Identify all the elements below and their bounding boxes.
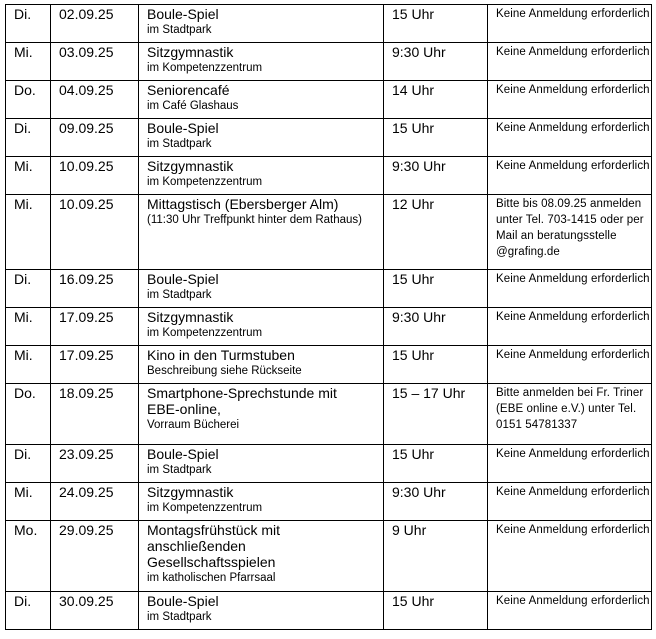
time-cell: 15 Uhr bbox=[384, 592, 488, 630]
event-title: Boule-Spiel bbox=[147, 271, 219, 287]
time-cell: 9 Uhr bbox=[384, 521, 488, 592]
time-cell: 14 Uhr bbox=[384, 81, 488, 119]
date-cell: 16.09.25 bbox=[51, 270, 139, 308]
event-title: Boule-Spiel bbox=[147, 120, 219, 136]
event-cell bbox=[139, 195, 384, 270]
event-schedule-table bbox=[5, 4, 652, 630]
event-cell bbox=[139, 5, 384, 43]
date-cell: 29.09.25 bbox=[51, 521, 139, 592]
event-title: Montagsfrühstück mit anschließenden Gesellschaftsspielen bbox=[147, 522, 281, 570]
event-title: Mittagstisch (Ebersberger Alm) bbox=[147, 196, 339, 212]
event-title: Sitzgymnastik bbox=[147, 309, 234, 325]
event-cell bbox=[139, 157, 384, 195]
date-cell: 10.09.25 bbox=[51, 157, 139, 195]
time-cell: 12 Uhr bbox=[384, 195, 488, 270]
event-title: Seniorencafé bbox=[147, 82, 230, 98]
event-location: im Stadtpark bbox=[147, 464, 212, 476]
registration-cell: Keine Anmeldung erforderlich bbox=[488, 445, 652, 483]
registration-cell: Keine Anmeldung erforderlich bbox=[488, 119, 652, 157]
registration-cell: Bitte bis 08.09.25 anmelden unter Tel. 703-1415 oder per Mail an beratungsstelle @grafing.de bbox=[488, 195, 652, 270]
table-row bbox=[6, 483, 652, 521]
event-location: im Stadtpark bbox=[147, 611, 212, 623]
weekday-cell: Do. bbox=[6, 384, 51, 445]
date-cell: 17.09.25 bbox=[51, 308, 139, 346]
event-location: (11:30 Uhr Treffpunkt hinter dem Rathaus) bbox=[147, 214, 362, 226]
event-cell bbox=[139, 43, 384, 81]
event-cell bbox=[139, 592, 384, 630]
event-cell bbox=[139, 483, 384, 521]
event-location: im Kompetenzzentrum bbox=[147, 502, 263, 514]
time-cell: 9:30 Uhr bbox=[384, 157, 488, 195]
event-location: im Café Glashaus bbox=[147, 100, 239, 112]
schedule-body bbox=[6, 5, 652, 630]
time-cell: 9:30 Uhr bbox=[384, 43, 488, 81]
event-title: Boule-Spiel bbox=[147, 593, 219, 609]
weekday-cell: Mi. bbox=[6, 43, 51, 81]
weekday-cell: Di. bbox=[6, 445, 51, 483]
weekday-cell: Do. bbox=[6, 81, 51, 119]
table-row bbox=[6, 445, 652, 483]
table-row bbox=[6, 43, 652, 81]
event-title: Boule-Spiel bbox=[147, 6, 219, 22]
weekday-cell: Mi. bbox=[6, 483, 51, 521]
event-title: Kino in den Turmstuben bbox=[147, 347, 295, 363]
date-cell: 02.09.25 bbox=[51, 5, 139, 43]
registration-cell: Keine Anmeldung erforderlich bbox=[488, 308, 652, 346]
event-location: im Kompetenzzentrum bbox=[147, 176, 263, 188]
table-row bbox=[6, 592, 652, 630]
event-location: im Kompetenzzentrum bbox=[147, 327, 263, 339]
event-title: Smartphone-Sprechstunde mit EBE-online, bbox=[147, 385, 337, 417]
weekday-cell: Di. bbox=[6, 270, 51, 308]
table-row bbox=[6, 308, 652, 346]
event-location: im Stadtpark bbox=[147, 138, 212, 150]
time-cell: 15 Uhr bbox=[384, 5, 488, 43]
weekday-cell: Mi. bbox=[6, 195, 51, 270]
event-cell bbox=[139, 119, 384, 157]
event-location: im katholischen Pfarrsaal bbox=[147, 572, 276, 584]
date-cell: 24.09.25 bbox=[51, 483, 139, 521]
registration-cell: Keine Anmeldung erforderlich bbox=[488, 43, 652, 81]
table-row bbox=[6, 157, 652, 195]
time-cell: 9:30 Uhr bbox=[384, 308, 488, 346]
event-cell bbox=[139, 270, 384, 308]
date-cell: 30.09.25 bbox=[51, 592, 139, 630]
weekday-cell: Mi. bbox=[6, 308, 51, 346]
date-cell: 17.09.25 bbox=[51, 346, 139, 384]
table-row bbox=[6, 270, 652, 308]
date-cell: 03.09.25 bbox=[51, 43, 139, 81]
registration-cell: Keine Anmeldung erforderlich bbox=[488, 483, 652, 521]
table-row bbox=[6, 521, 652, 592]
date-cell: 23.09.25 bbox=[51, 445, 139, 483]
time-cell: 9:30 Uhr bbox=[384, 483, 488, 521]
registration-cell: Keine Anmeldung erforderlich bbox=[488, 346, 652, 384]
weekday-cell: Mi. bbox=[6, 157, 51, 195]
event-title: Sitzgymnastik bbox=[147, 44, 234, 60]
date-cell: 18.09.25 bbox=[51, 384, 139, 445]
event-location: Beschreibung siehe Rückseite bbox=[147, 365, 302, 377]
date-cell: 10.09.25 bbox=[51, 195, 139, 270]
table-row bbox=[6, 81, 652, 119]
time-cell: 15 Uhr bbox=[384, 119, 488, 157]
table-row bbox=[6, 346, 652, 384]
event-title: Sitzgymnastik bbox=[147, 158, 234, 174]
event-cell bbox=[139, 81, 384, 119]
event-location: Vorraum Bücherei bbox=[147, 419, 240, 431]
registration-cell: Keine Anmeldung erforderlich bbox=[488, 270, 652, 308]
event-cell bbox=[139, 445, 384, 483]
event-location: im Stadtpark bbox=[147, 289, 212, 301]
registration-cell: Keine Anmeldung erforderlich bbox=[488, 521, 652, 592]
time-cell: 15 Uhr bbox=[384, 445, 488, 483]
event-title: Sitzgymnastik bbox=[147, 484, 234, 500]
time-cell: 15 – 17 Uhr bbox=[384, 384, 488, 445]
event-location: im Stadtpark bbox=[147, 24, 212, 36]
registration-cell: Keine Anmeldung erforderlich bbox=[488, 81, 652, 119]
weekday-cell: Di. bbox=[6, 592, 51, 630]
table-row bbox=[6, 384, 652, 445]
event-cell bbox=[139, 346, 384, 384]
weekday-cell: Di. bbox=[6, 5, 51, 43]
weekday-cell: Mi. bbox=[6, 346, 51, 384]
weekday-cell: Di. bbox=[6, 119, 51, 157]
table-row bbox=[6, 5, 652, 43]
registration-cell: Keine Anmeldung erforderlich bbox=[488, 5, 652, 43]
registration-cell: Keine Anmeldung erforderlich bbox=[488, 592, 652, 630]
registration-cell: Bitte anmelden bei Fr. Triner (EBE online e.V.) unter Tel. 0151 54781337 bbox=[488, 384, 652, 445]
date-cell: 09.09.25 bbox=[51, 119, 139, 157]
date-cell: 04.09.25 bbox=[51, 81, 139, 119]
table-row bbox=[6, 119, 652, 157]
event-location: im Kompetenzzentrum bbox=[147, 62, 263, 74]
registration-cell: Keine Anmeldung erforderlich bbox=[488, 157, 652, 195]
weekday-cell: Mo. bbox=[6, 521, 51, 592]
event-cell bbox=[139, 384, 384, 445]
time-cell: 15 Uhr bbox=[384, 270, 488, 308]
event-cell bbox=[139, 308, 384, 346]
event-cell bbox=[139, 521, 384, 592]
event-title: Boule-Spiel bbox=[147, 446, 219, 462]
table-row bbox=[6, 195, 652, 270]
time-cell: 15 Uhr bbox=[384, 346, 488, 384]
